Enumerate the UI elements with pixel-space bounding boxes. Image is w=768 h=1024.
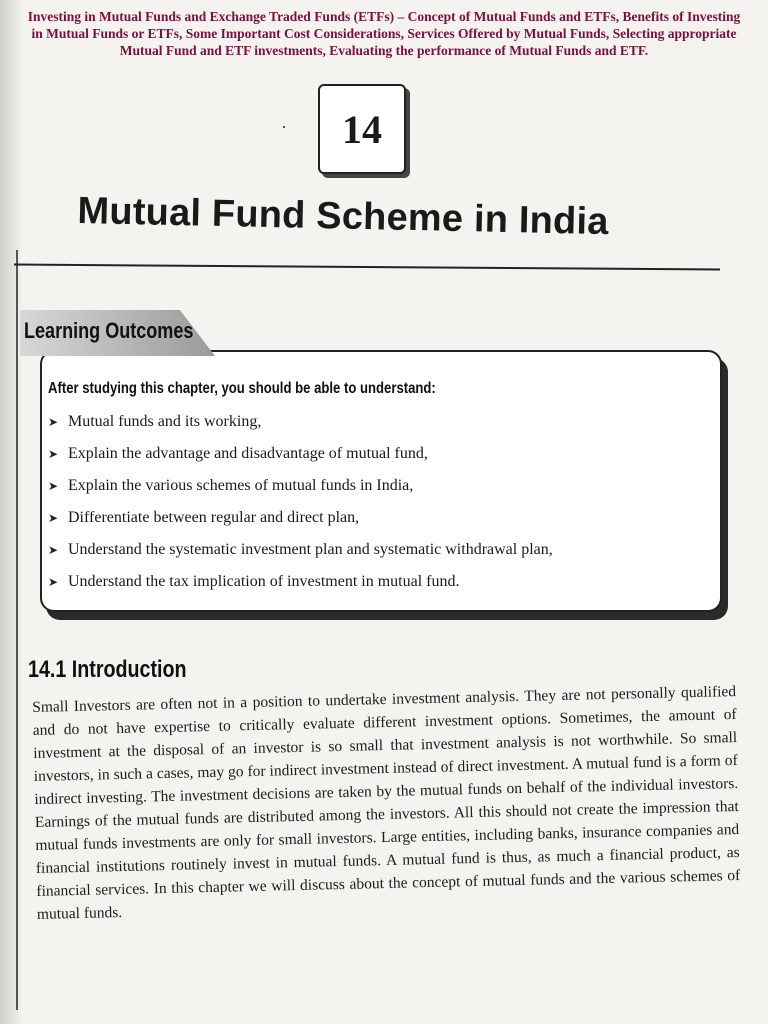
chapter-title: Mutual Fund Scheme in India — [77, 190, 609, 244]
list-item-text: Understand the systematic investment plan and systematic withdrawal plan, — [68, 541, 553, 558]
learning-outcomes-heading: Learning Outcomes — [24, 318, 194, 343]
arrowhead-bullet-icon: ➤ — [48, 510, 59, 525]
list-item-text: Understand the tax implication of investment in mutual fund. — [68, 573, 460, 590]
chapter-number-box — [318, 84, 406, 174]
syllabus-header — [6, 8, 762, 59]
list-item — [48, 406, 688, 438]
list-item — [48, 566, 688, 598]
list-item-text: Explain the various schemes of mutual funds in India, — [68, 477, 414, 494]
syllabus-header-line-2: in Mutual Funds or ETFs, Some Important Cost Considerations, Services Offered by Mutual Funds, Selecting appropriate — [31, 26, 737, 41]
syllabus-header-line-3: Mutual Fund and ETF investments, Evaluating the performance of Mutual Funds and ETF. — [119, 43, 649, 58]
learning-outcomes-intro: After studying this chapter, you should be able to understand: — [48, 380, 436, 397]
page-edge-line — [16, 250, 18, 1010]
arrowhead-bullet-icon: ➤ — [48, 574, 59, 589]
section-heading: 14.1 Introduction — [28, 656, 187, 683]
introduction-paragraph: Small Investors are often not in a position to undertake investment analysis. They are not personally qualified and do not have expertise to critically evaluate different investment options. Sometimes, the amount of investment at the disposal of an investor is so small that investment analysis is not worthwhile. So small investors, in such a cases, may go for indirect investment instead of direct investment. A mutual fund is a form of indirect investing. The investment decisions are taken by the mutual funds on behalf of the individual investors. Earnings of the mutual funds are distributed among the investors. All this should not create the impression that mutual funds investments are only for small investors. Large entities, including banks, insurance companies and financial institutions routinely invest in mutual funds. A mutual fund is thus, as much a financial product, as financial services. In this chapter we will discuss about the concept of mutual funds and the various schemes of mutual funds. — [32, 683, 741, 923]
list-item-text: Mutual funds and its working, — [68, 413, 262, 430]
list-item-text: Explain the advantage and disadvantage of mutual fund, — [68, 445, 428, 462]
arrowhead-bullet-icon: ➤ — [48, 478, 59, 493]
list-item — [48, 470, 688, 502]
list-item — [48, 534, 688, 566]
list-item-text: Differentiate between regular and direct plan, — [68, 509, 360, 526]
list-item — [48, 438, 688, 470]
learning-outcomes-list — [48, 406, 688, 598]
syllabus-header-line-1: Investing in Mutual Funds and Exchange Traded Funds (ETFs) – Concept of Mutual Funds and ETFs, Benefits of Investing — [27, 9, 741, 24]
list-item — [48, 502, 688, 534]
arrowhead-bullet-icon: ➤ — [48, 446, 59, 461]
arrowhead-bullet-icon: ➤ — [48, 542, 59, 557]
page-gutter-shadow — [0, 0, 22, 1024]
print-speck — [283, 126, 285, 128]
title-underline — [14, 264, 720, 271]
chapter-number: 14 — [342, 106, 382, 152]
arrowhead-bullet-icon: ➤ — [48, 414, 59, 429]
